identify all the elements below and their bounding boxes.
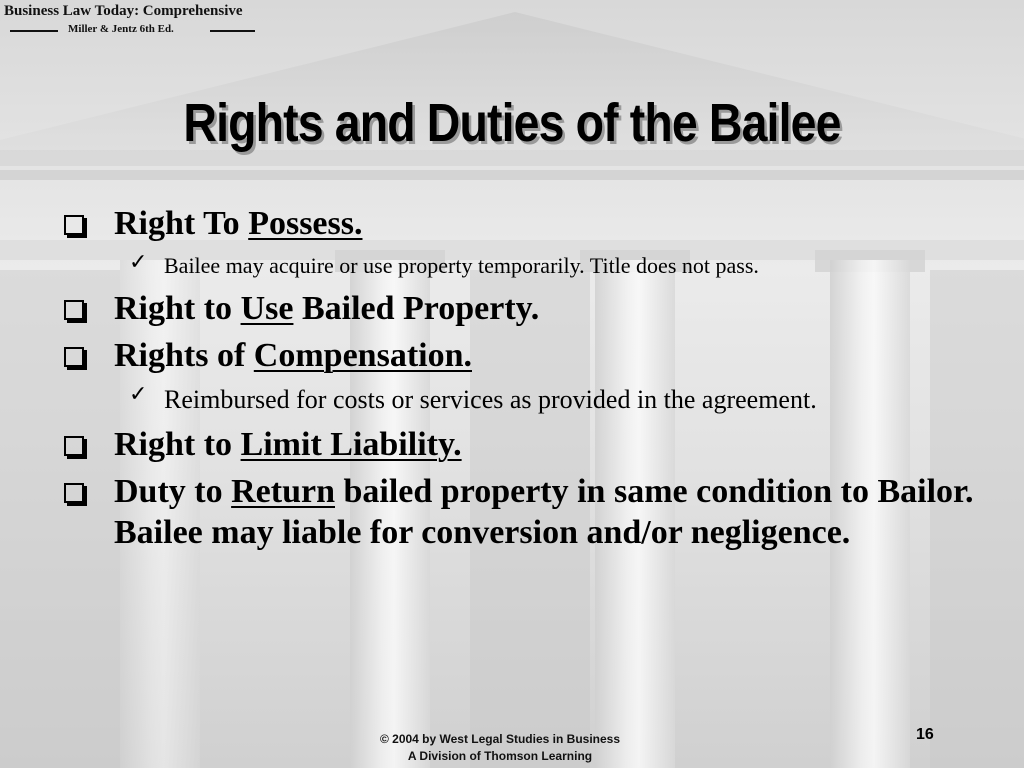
copyright-text: © 2004 by West Legal Studies in Business (379, 732, 621, 746)
bullet-prefix: Duty to (114, 473, 232, 510)
bullet-prefix: Rights of (114, 337, 254, 374)
entablature-band (0, 170, 1024, 180)
sub-bullet-text: Reimbursed for costs or services as provided in the agreement. (164, 385, 817, 414)
footer (0, 731, 1000, 765)
bullet-item (64, 203, 994, 244)
checkbox-bullet-icon (64, 300, 84, 320)
bullet-keyword: Use (240, 290, 294, 327)
bullet-item (64, 288, 994, 329)
book-title: Business Law Today: Comprehensive (4, 3, 243, 19)
bullet-keyword: Compensation. (253, 337, 472, 374)
sub-bullet-item (64, 382, 994, 418)
checkbox-bullet-icon (64, 436, 84, 456)
book-authors: Miller & Jentz 6th Ed. (68, 23, 174, 35)
checkbox-bullet-icon (64, 483, 84, 503)
checkbox-bullet-icon (64, 215, 84, 235)
bullet-item (64, 471, 994, 553)
bullet-prefix: Right to (114, 290, 241, 327)
bullet-keyword: Limit Liability. (240, 426, 462, 463)
header-rule (210, 30, 255, 32)
sub-bullet-text: Bailee may acquire or use property temporarily. Title does not pass. (164, 253, 759, 278)
checkmark-icon: ✓ (129, 250, 148, 275)
page-number: 16 (916, 726, 934, 743)
bullet-suffix: bailed property in same condition to Bailor. Bailee may liable for conversion and/or negligence. (114, 473, 982, 551)
checkbox-bullet-icon (64, 347, 84, 367)
bullet-keyword: Return (231, 473, 335, 510)
bullet-prefix: Right To (114, 205, 249, 242)
bullet-item (64, 424, 994, 465)
division-text: A Division of Thomson Learning (407, 749, 593, 763)
checkmark-icon: ✓ (129, 382, 148, 407)
bullet-suffix: Bailed Property. (293, 290, 540, 327)
slide-title: Rights and Duties of the Bailee (183, 93, 841, 153)
bullet-list (64, 203, 994, 559)
book-header (0, 0, 262, 42)
header-rule (10, 30, 58, 32)
bullet-keyword: Possess. (248, 205, 363, 242)
sub-bullet-item (64, 250, 994, 282)
bullet-prefix: Right to (114, 426, 241, 463)
bullet-item (64, 335, 994, 376)
